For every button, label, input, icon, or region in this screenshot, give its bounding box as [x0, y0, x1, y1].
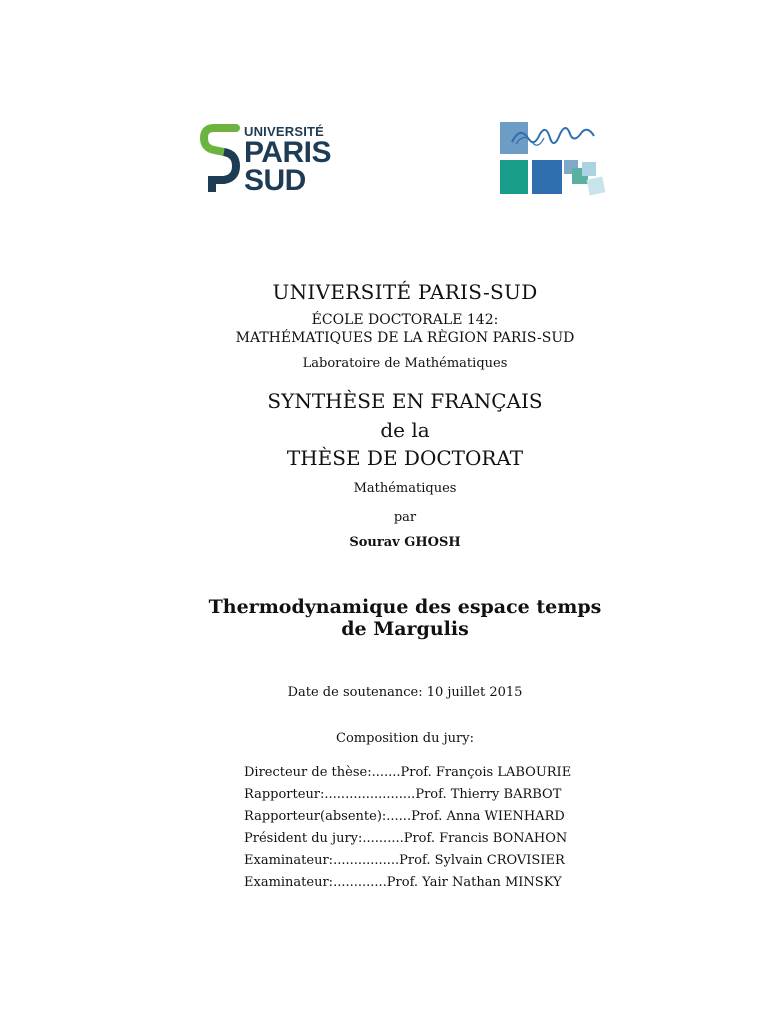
jury-member: Examinateur:.............Prof. Yair Nathan MINSKY — [244, 875, 562, 890]
universite-paris-sud-logo — [200, 122, 332, 196]
document-type-line-1: SYNTHÈSE EN FRANÇAIS — [267, 389, 543, 413]
logo-text-sud: SUD — [244, 164, 306, 197]
math-lab-logo-icon — [498, 120, 610, 198]
doctoral-school-line-2: MATHÉMATIQUES DE LA RÈGION PARIS-SUD — [235, 330, 575, 346]
jury-member: Président du jury:..........Prof. Francis BONAHON — [244, 831, 568, 846]
paris-sud-s-mark-icon — [200, 122, 242, 194]
document-type-line-2: de la — [380, 418, 430, 442]
doctoral-school-line-1: ÉCOLE DOCTORALE 142: — [311, 312, 499, 328]
math-lab-squares-logo — [498, 120, 610, 198]
jury-heading: Composition du jury: — [336, 731, 474, 746]
document-type-line-3: THÈSE DE DOCTORAT — [286, 446, 524, 470]
par-label: par — [393, 510, 417, 525]
discipline: Mathématiques — [353, 481, 457, 496]
jury-member: Rapporteur(absente):......Prof. Anna WIENHARD — [244, 809, 565, 824]
thesis-title-line-2: de Margulis — [341, 618, 469, 640]
defense-date: Date de soutenance: 10 juillet 2015 — [287, 685, 523, 700]
jury-member: Rapporteur:......................Prof. Thierry BARBOT — [244, 787, 562, 802]
jury-member: Directeur de thèse:.......Prof. François LABOURIE — [244, 765, 572, 780]
jury-member: Examinateur:................Prof. Sylvain CROVISIER — [244, 853, 565, 868]
logo-text-paris: PARIS — [244, 136, 331, 169]
thesis-title-line-1: Thermodynamique des espace temps — [208, 596, 602, 618]
thesis-title — [160, 596, 650, 640]
logo-text-universite: UNIVERSITÉ — [244, 124, 325, 139]
laboratory-name: Laboratoire de Mathématiques — [302, 356, 508, 371]
jury-list — [244, 762, 584, 894]
university-name: UNIVERSITÉ PARIS-SUD — [272, 280, 538, 304]
author-name: Sourav GHOSH — [349, 535, 461, 550]
